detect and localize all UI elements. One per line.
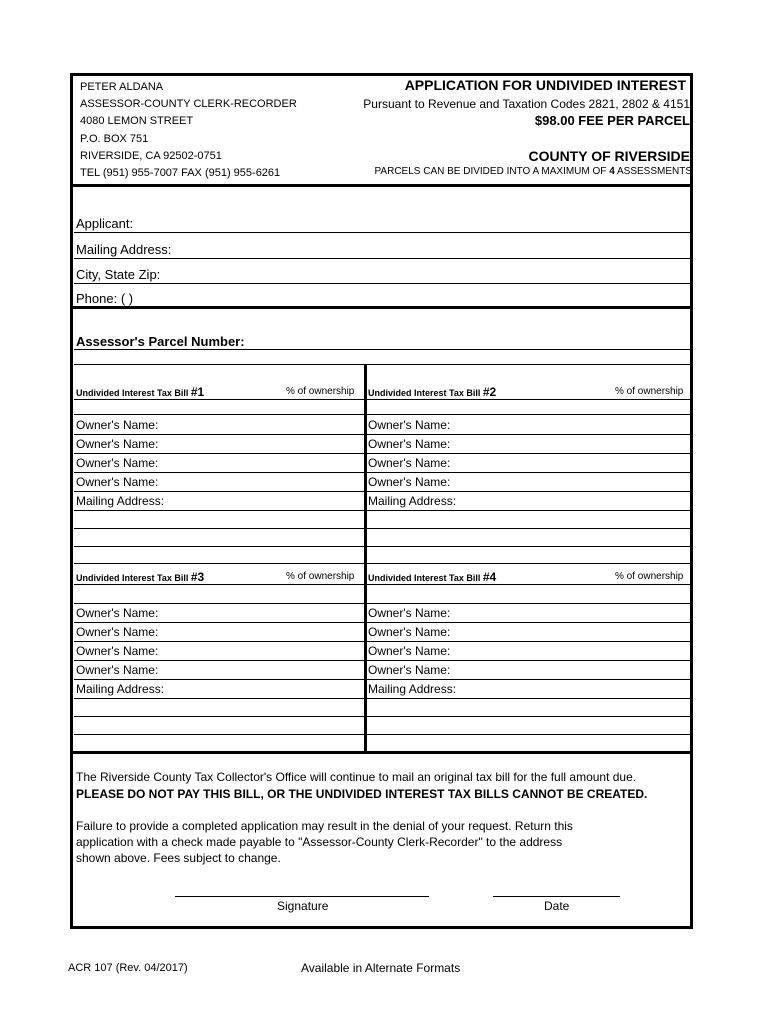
signature-label: Signature [277,899,329,913]
signature-line[interactable] [175,896,429,897]
bill-4-owner-3: Owner's Name: [368,644,451,658]
bill-row-rule [74,563,691,564]
revenue-codes: Pursuant to Revenue and Taxation Codes 2821, 2802 & 4151 [363,97,690,111]
mailing-address-label: Mailing Address: [76,242,172,257]
bill-2-title: Undivided Interest Tax Bill #2 [368,385,497,399]
failure-line-1: Failure to provide a completed application may result in the denial of your request. Return this [76,819,573,833]
bill-2-owner-1: Owner's Name: [368,418,451,432]
owner-row-rule [74,660,691,661]
phone-label: Phone: ( ) [76,291,134,306]
bill-row-rule [74,603,691,604]
fee-per-parcel: $98.00 FEE PER PARCEL [534,113,690,128]
form-number: ACR 107 (Rev. 04/2017) [68,962,188,974]
bill-1-ownership: % of ownership [286,386,355,397]
applicant-label: Applicant: [76,216,134,231]
bill-3-owner-1: Owner's Name: [76,606,159,620]
po-box: P.O. BOX 751 [80,133,149,145]
owner-row-rule [74,472,691,473]
office-name: PETER ALDANA [80,81,164,93]
bill-1-mailing: Mailing Address: [76,494,165,508]
date-label: Date [544,899,570,913]
bill-2-owner-3: Owner's Name: [368,456,451,470]
city-address: RIVERSIDE, CA 92502-0751 [80,150,222,162]
owner-row-rule [74,734,691,735]
owner-row-rule [74,434,691,435]
column-divider-top [364,364,367,548]
street-address: 4080 LEMON STREET [80,115,194,127]
bill-3-owner-3: Owner's Name: [76,644,159,658]
parcel-number-label: Assessor's Parcel Number: [76,334,245,349]
owner-row-rule [74,622,691,623]
bill-1-owner-2: Owner's Name: [76,437,159,451]
bill-4-owner-4: Owner's Name: [368,663,451,677]
bill-2-mailing: Mailing Address: [368,494,457,508]
form-title: APPLICATION FOR UNDIVIDED INTEREST [404,77,686,93]
phone-fax: TEL (951) 955-7007 FAX (951) 955-6261 [80,167,281,179]
parcels-note: PARCELS CAN BE DIVIDED INTO A MAXIMUM OF 4 ASSESSMENTS [374,166,692,177]
bill-3-ownership: % of ownership [286,571,355,582]
bill-3-owner-2: Owner's Name: [76,625,159,639]
bill-1-owner-4: Owner's Name: [76,475,159,489]
bill-row-rule [74,414,691,415]
owners-separator [72,751,691,754]
bill-3-owner-4: Owner's Name: [76,663,159,677]
owner-row-rule [74,528,691,529]
notice-line-1: The Riverside County Tax Collector's Office will continue to mail an original tax bill for the full amount due. [76,770,637,784]
applicant-separator [72,306,691,309]
city-state-zip-label: City, State Zip: [76,267,161,282]
office-title: ASSESSOR-COUNTY CLERK-RECORDER [80,98,297,110]
owner-row-rule [74,698,691,699]
bill-3-mailing: Mailing Address: [76,682,165,696]
notice-warning: PLEASE DO NOT PAY THIS BILL, OR THE UNDIVIDED INTEREST TAX BILLS CANNOT BE CREATED. [76,787,648,801]
owner-row-rule [74,510,691,511]
bill-4-owner-1: Owner's Name: [368,606,451,620]
bill-2-owner-2: Owner's Name: [368,437,451,451]
bill-2-ownership: % of ownership [615,386,684,397]
bill-3-title: Undivided Interest Tax Bill #3 [76,570,205,584]
owner-row-rule [74,453,691,454]
owner-row-rule [74,641,691,642]
parcel-number-field[interactable] [74,349,691,350]
mailing-address-field[interactable] [74,258,691,259]
column-divider-bottom [364,548,367,752]
bill-4-ownership: % of ownership [615,571,684,582]
county-name: COUNTY OF RIVERSIDE [528,148,690,164]
header-separator [72,184,691,187]
parcel-number-rule [74,364,691,365]
bill-row-rule [74,399,691,400]
date-line[interactable] [493,896,620,897]
bill-4-title: Undivided Interest Tax Bill #4 [368,570,497,584]
bill-1-owner-3: Owner's Name: [76,456,159,470]
owner-row-rule [74,716,691,717]
bill-2-owner-4: Owner's Name: [368,475,451,489]
bill-4-mailing: Mailing Address: [368,682,457,696]
applicant-field[interactable] [74,232,691,233]
bill-4-owner-2: Owner's Name: [368,625,451,639]
bill-row-rule [74,584,691,585]
alternate-formats: Available in Alternate Formats [301,961,461,975]
failure-line-3: shown above. Fees subject to change. [76,851,281,865]
bill-1-title: Undivided Interest Tax Bill #1 [76,385,205,399]
owner-row-rule [74,679,691,680]
bill-1-owner-1: Owner's Name: [76,418,159,432]
owner-row-rule [74,546,691,547]
city-state-zip-field[interactable] [74,283,691,284]
owner-row-rule [74,491,691,492]
failure-line-2: application with a check made payable to "Assessor-County Clerk-Recorder" to the address [76,835,563,849]
